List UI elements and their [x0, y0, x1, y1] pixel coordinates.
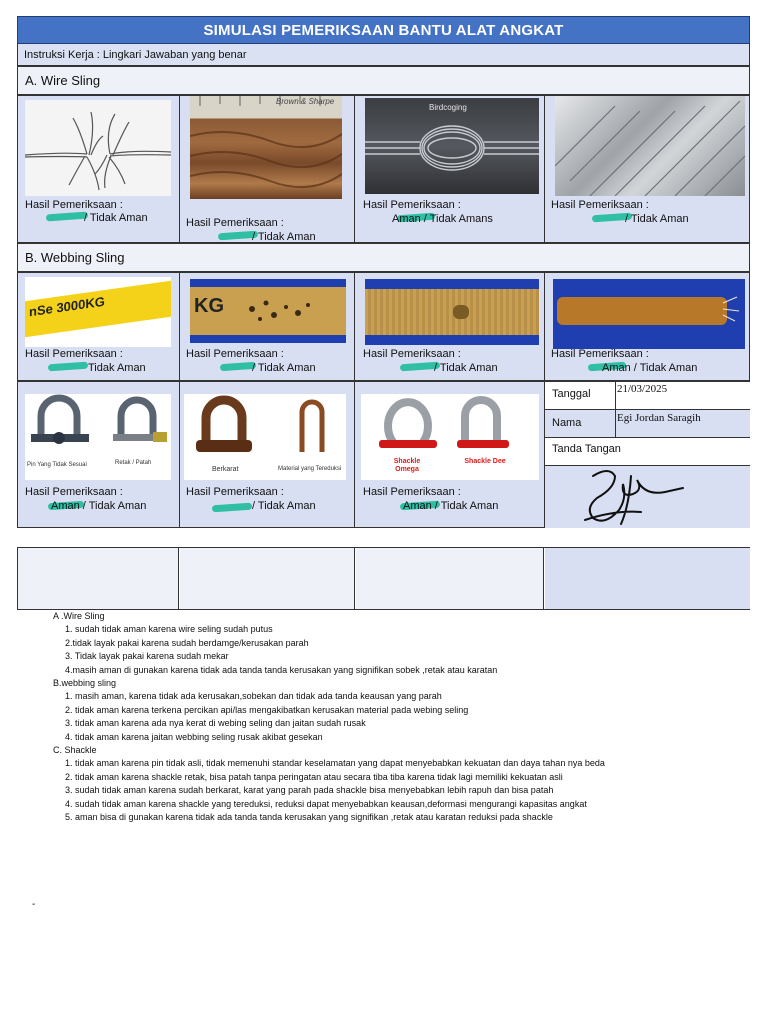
caption-pin: Pin Yang Tidak Sesuai	[27, 462, 87, 468]
signature-box	[545, 466, 750, 528]
note-line: 2.tidak layak pakai karena sudah berdamge/kerusakan parah	[65, 637, 309, 648]
webbing-sling-photo-4	[553, 279, 745, 349]
wire-2-hasil-label: Hasil Pemeriksaan :	[186, 217, 284, 229]
notes-c-heading: C. Shackle	[53, 745, 97, 756]
notes-section	[17, 610, 750, 825]
note-line: 4.masih aman di gunakan karena tidak ada tanda tanda kerusakan yang signifikan sobek ,retak atau karatan	[65, 664, 498, 675]
wire-1-answer: / Tidak Aman	[84, 212, 148, 224]
nama-value: Egi Jordan Saragih	[617, 412, 701, 424]
webbing-sling-photo-3	[365, 279, 539, 345]
webbing-1-hasil-label: Hasil Pemeriksaan :	[25, 348, 123, 360]
wire-sling-photo-2	[190, 96, 342, 199]
wire-3-answer: Aman / Tidak Amans	[392, 213, 493, 225]
webbing-label-kg: KG	[194, 295, 224, 317]
wire-sling-photo-4	[555, 96, 745, 196]
note-line: 1. sudah tidak aman karena wire seling sudah putus	[65, 624, 273, 635]
webbing-4-hasil-label: Hasil Pemeriksaan :	[551, 348, 649, 360]
note-line: 3. sudah tidak aman karena sudah berkarat, karat yang parah pada shackle bisa menyebabkan lebih rapuh dan bisa patah	[65, 785, 554, 796]
webbing-sling-grid	[17, 272, 750, 381]
webbing-3-answer: / Tidak Aman	[434, 362, 498, 374]
ruler-brand-text: Brown & Sharpe	[276, 97, 335, 106]
wire-2-answer: / Tidak Aman	[252, 231, 316, 243]
wire-sling-grid	[17, 95, 750, 243]
notes-b-heading: B.webbing sling	[53, 678, 117, 689]
shackle-2-answer: / Tidak Aman	[252, 500, 316, 512]
note-line: 2. tidak aman karena shackle retak, bisa patah tanpa peringatan atau secara tiba tiba karena tidak lagi memiliki kekuatan asli	[65, 771, 563, 782]
tanda-tangan-row	[545, 438, 750, 466]
tanggal-value: 21/03/2025	[617, 383, 668, 395]
note-line: 1. tidak aman karena pin tidak asli, tidak memenuhi standar keselamatan yang dapat menyebabkan kekuatan dan daya tahan nya beda	[65, 758, 605, 769]
caption-berkarat: Berkarat	[212, 466, 239, 473]
webbing-1-answer: Tidak Aman	[88, 362, 146, 374]
wire-sling-photo-3	[365, 98, 539, 194]
shackle-photo-3	[361, 394, 539, 480]
webbing-3-hasil-label: Hasil Pemeriksaan :	[363, 348, 461, 360]
webbing-2-answer: / Tidak Aman	[252, 362, 316, 374]
answer-mark	[220, 362, 256, 371]
webbing-sling-photo-1	[25, 277, 171, 347]
nama-label: Nama	[552, 417, 582, 429]
answer-mark	[48, 362, 88, 372]
footer-mark: -	[32, 899, 36, 910]
empty-row	[17, 547, 750, 610]
birdcaging-label: Birdcoging	[429, 103, 467, 112]
answer-mark	[46, 212, 88, 222]
section-a-header: A. Wire Sling	[17, 66, 750, 95]
shackle-photo-2	[184, 394, 346, 480]
shackle-3-hasil-label: Hasil Pemeriksaan :	[363, 486, 461, 498]
caption-retak: Retak / Patah	[115, 460, 152, 466]
shackle-2-hasil-label: Hasil Pemeriksaan :	[186, 486, 284, 498]
webbing-2-hasil-label: Hasil Pemeriksaan :	[186, 348, 284, 360]
note-line: 4. sudah tidak aman karena shackle yang tereduksi, reduksi dapat menyebabkan keausan,deformasi mengurangi kapasitas angkat	[65, 798, 587, 809]
note-line: 3. Tidak layak pakai karena sudah mekar	[65, 651, 229, 662]
nama-row	[545, 410, 750, 438]
shackle-1-hasil-label: Hasil Pemeriksaan :	[25, 486, 123, 498]
shackle-grid	[17, 381, 750, 528]
caption-dee: Shackle Dee	[464, 458, 506, 465]
caption-omega: Shackle Omega	[393, 458, 421, 473]
webbing-sling-photo-2	[190, 279, 346, 343]
answer-mark	[212, 503, 252, 513]
wire-1-hasil-label: Hasil Pemeriksaan :	[25, 199, 123, 211]
wire-4-answer: / Tidak Aman	[625, 213, 689, 225]
notes-a-heading: A .Wire Sling	[53, 611, 105, 621]
wire-4-hasil-label: Hasil Pemeriksaan :	[551, 199, 649, 211]
wire-3-hasil-label: Hasil Pemeriksaan :	[363, 199, 461, 211]
note-line: 4. tidak aman karena jaitan webbing seling rusak akibat gesekan	[65, 731, 323, 742]
note-line: 5. aman bisa di gunakan karena tidak ada tanda tanda kerusakan yang signifikan ,retak atau karatan reduksi pada shackle	[65, 812, 553, 823]
wire-sling-photo-1	[25, 100, 171, 196]
page-title: SIMULASI PEMERIKSAAN BANTU ALAT ANGKAT	[17, 16, 750, 44]
section-b-header: B. Webbing Sling	[17, 243, 750, 272]
shackle-3-answer: Aman / Tidak Aman	[403, 500, 499, 512]
webbing-4-answer: Aman / Tidak Aman	[602, 362, 698, 374]
tanda-tangan-label: Tanda Tangan	[552, 443, 621, 455]
shackle-1-answer: Aman / Tidak Aman	[51, 500, 147, 512]
work-instruction: Instruksi Kerja : Lingkari Jawaban yang benar	[17, 44, 750, 66]
tanggal-row	[545, 382, 750, 410]
caption-tereduksi: Material yang Tereduksi	[278, 466, 342, 472]
note-line: 2. tidak aman karena terkena percikan api/las mengakibatkan kerusakan material pada webing seling	[65, 704, 469, 715]
note-line: 3. tidak aman karena ada nya kerat di webing seling dan jaitan sudah rusak	[65, 718, 366, 729]
tanggal-label: Tanggal	[552, 388, 591, 400]
note-line: 1. masih aman, karena tidak ada kerusakan,sobekan dan tidak ada tanda keausan yang parah	[65, 691, 442, 702]
signature-icon	[545, 466, 750, 528]
webbing-label-3000kg: nSe 3000KG	[29, 293, 105, 320]
shackle-photo-1	[25, 394, 171, 480]
